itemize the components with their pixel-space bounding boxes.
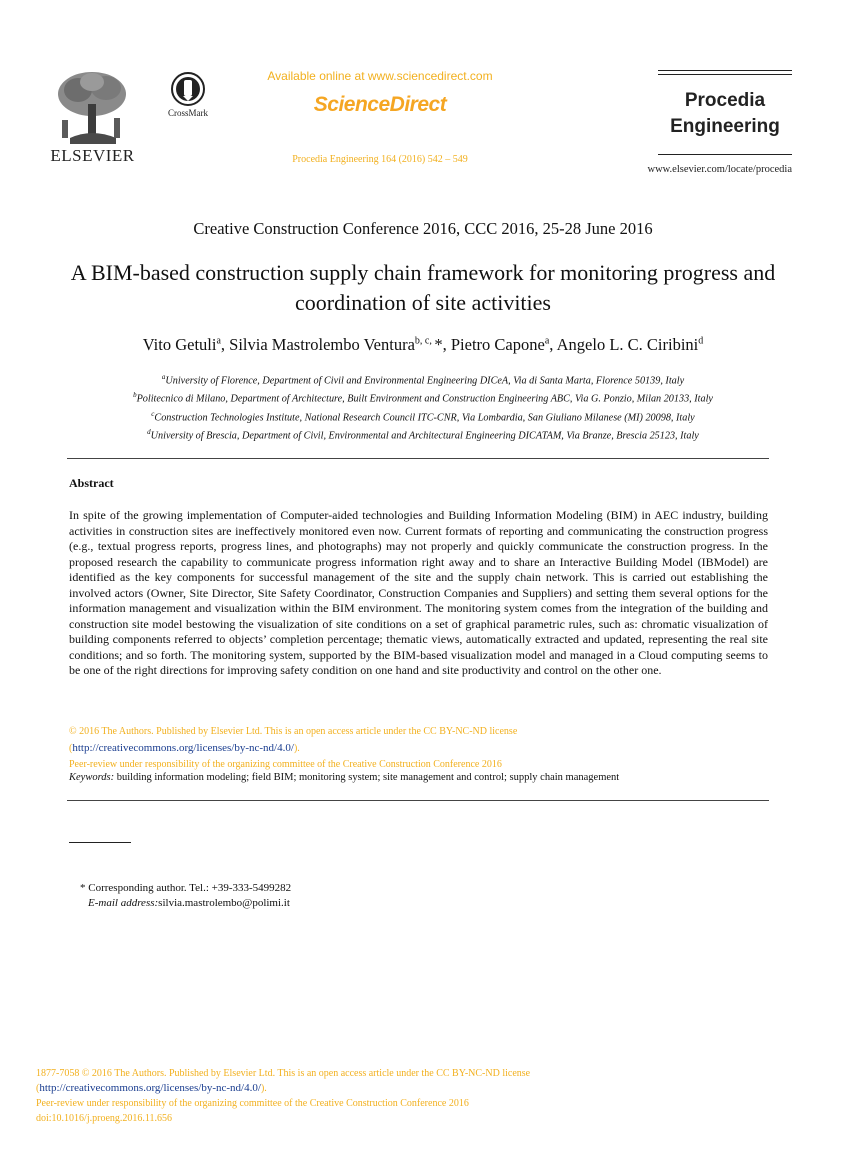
email-address[interactable]: silvia.mastrolembo@polimi.it: [158, 897, 290, 909]
author-name: Pietro Capone: [450, 335, 545, 354]
author-affiliation-mark: b, c,: [414, 335, 435, 347]
affiliation-item: [30, 370, 816, 388]
journal-reference: Procedia Engineering 164 (2016) 542 – 549: [292, 154, 468, 165]
journal-logo-bottom-rule: [658, 154, 792, 155]
corresponding-author-line: * Corresponding author. Tel.: +39-333-5499282: [80, 882, 292, 894]
author-affiliation-mark: d: [698, 335, 704, 347]
footer-doi[interactable]: doi:10.1016/j.proeng.2016.11.656: [36, 1113, 173, 1124]
author-name: Vito Getuli: [142, 335, 217, 354]
author-affiliation-mark: a: [216, 335, 221, 347]
license-link[interactable]: http://creativecommons.org/licenses/by-nc-nd/4.0/: [72, 742, 294, 754]
affiliation-item: [30, 425, 816, 443]
footer-link-line: [36, 1081, 796, 1096]
affiliation-item: [30, 407, 816, 425]
journal-name-line1: Procedia: [684, 90, 766, 111]
author-separator: *,: [434, 335, 451, 354]
sciencedirect-logo: ScienceDirect: [313, 93, 447, 116]
affiliation-mark: d: [147, 428, 151, 437]
footer-paren-open: (: [36, 1083, 40, 1094]
affiliation-mark: c: [151, 409, 155, 418]
abstract-top-divider: [67, 458, 769, 459]
conference-line: Creative Construction Conference 2016, CCC 2016, 25-28 June 2016: [193, 219, 653, 238]
abstract-body: In spite of the growing implementation of Computer-aided technologies and Building Information Modeling (BIM) in AEC industry, building activities in construction sites are ineffectively monitored even now. Current formats of reporting and communicating the construction progress (e.g., textual progress reports, progress lines, and photographs) may not properly and quickly communicate the construction progress. In the proposed research the capability to communicate progress information right away and to share an Interactive Building Model (IBModel) are identified as the key components for successful management of the site and the supply chain network. This is carried out establishing the involved actors (Owner, Site Director, Site Safety Coordinator, Construction Companies and Suppliers) and setting them several options for the information management and visualization within the BIM environment. The monitoring system comes from the integration of the building and construction site model bestowing the visualization of site conditions on a set of graphical parametric rules, such as: chromatic visualization of building components referred to objects’ completion percentage; thematic views, automatically extracted and updated, representing the real site conditions; and so forth. The monitoring system, supported by the BIM-based visualization model and managed in a Cloud computing seems to be one of the right directions for improving safety condition on one hand and site productivity and control on the other one.: [69, 508, 768, 677]
peer-review-statement: Peer-review under responsibility of the organizing committee of the Creative Construction Conference 2016: [69, 759, 502, 770]
affiliation-list: [30, 370, 816, 444]
keywords-text: building information modeling; field BIM; monitoring system; site management and control; supply chain management: [114, 772, 620, 783]
author-name: Silvia Mastrolembo Ventura: [229, 335, 415, 354]
journal-name-line2: Engineering: [670, 116, 780, 137]
journal-name: [658, 88, 792, 140]
license-paren-open: (: [69, 743, 73, 754]
keywords: [69, 772, 768, 783]
journal-logo-top-rule: [658, 70, 792, 71]
license-link-line: [69, 740, 768, 757]
author-separator: ,: [549, 335, 557, 354]
footer-paren-close: ).: [260, 1083, 267, 1094]
email-line: [80, 896, 580, 911]
affiliation-text: University of Brescia, Department of Civil, Environmental and Architectural Engineering DICATAM, Via Branze, Brescia 25123, Italy: [150, 430, 699, 442]
author-list: [0, 335, 846, 355]
affiliation-text: University of Florence, Department of Civil and Environmental Engineering DICeA, Via di Santa Marta, Florence 50139, Italy: [165, 375, 685, 387]
publisher-name: ELSEVIER: [50, 146, 135, 165]
affiliation-text: Construction Technologies Institute, National Research Council ITC-CNR, Via Lombardia, San Giuliano Milanese (MI) 20098, Italy: [154, 412, 695, 424]
journal-url-link[interactable]: www.elsevier.com/locate/procedia: [647, 164, 792, 175]
abstract-heading: Abstract: [69, 476, 114, 490]
affiliation-item: [30, 388, 816, 406]
available-online-link[interactable]: Available online at www.sciencedirect.com: [267, 69, 493, 83]
footnote-divider: [69, 842, 131, 843]
email-label: E-mail address:: [88, 897, 159, 909]
license-statement: © 2016 The Authors. Published by Elsevier Ltd. This is an open access article under the CC BY-NC-ND license: [69, 726, 518, 737]
crossmark-badge[interactable]: [166, 72, 210, 118]
author-separator: ,: [220, 335, 230, 354]
keywords-label: Keywords:: [69, 772, 115, 783]
footer-peer-review: Peer-review under responsibility of the organizing committee of the Creative Construction Conference 2016: [36, 1098, 469, 1109]
page-footer: [36, 1066, 796, 1126]
license-paren-close: ).: [293, 743, 300, 754]
elsevier-tree-icon: [50, 68, 135, 146]
affiliation-mark: a: [161, 373, 166, 381]
elsevier-logo: [50, 68, 135, 168]
affiliation-text: Politecnico di Milano, Department of Architecture, Built Environment and Construction Engineering ABC, Via G. Ponzio, Milan 20133, Italy: [136, 393, 713, 405]
footer-issn-line: 1877-7058 © 2016 The Authors. Published by Elsevier Ltd. This is an open access article under the CC BY-NC-ND license: [36, 1068, 531, 1079]
footer-license-link[interactable]: http://creativecommons.org/licenses/by-nc-nd/4.0/: [39, 1082, 261, 1094]
author-affiliation-mark: a: [544, 335, 550, 347]
affiliation-mark: b: [133, 391, 137, 400]
crossmark-icon: [171, 72, 205, 106]
crossmark-label: CrossMark: [168, 108, 208, 118]
paper-title: A BIM-based construction supply chain framework for monitoring progress and coordination of site activities: [70, 260, 776, 315]
author-name: Angelo L. C. Ciribini: [556, 335, 699, 354]
corresponding-author-footnote: [80, 881, 580, 911]
journal-logo-top-rule-2: [658, 74, 792, 75]
abstract-bottom-divider: [67, 800, 769, 801]
license-block: [69, 724, 768, 773]
